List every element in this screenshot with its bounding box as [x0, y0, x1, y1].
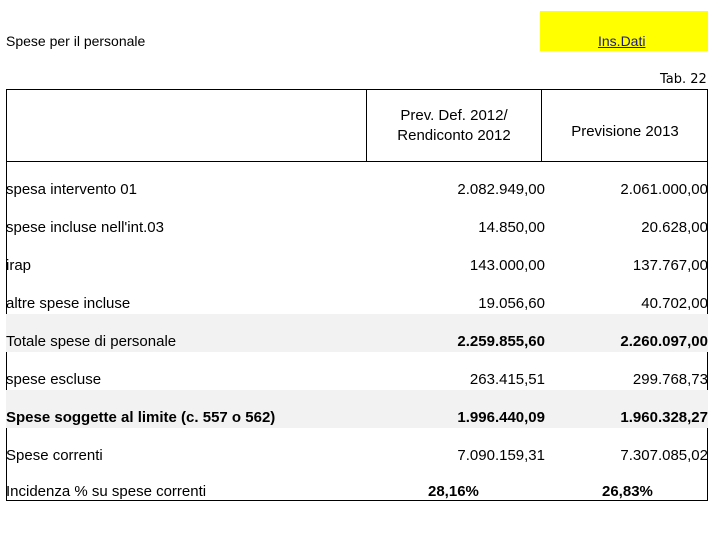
value-2013: 2.061.000,00	[620, 181, 708, 198]
value-2013: 40.702,00	[641, 295, 708, 312]
ins-dati-cell	[540, 11, 708, 51]
table-row-limit	[6, 390, 708, 428]
value-2012: 2.259.855,60	[457, 333, 545, 350]
value-2012: 143.000,00	[469, 257, 545, 274]
table-row	[6, 352, 708, 390]
value-2013: 2.260.097,00	[620, 333, 708, 350]
value-2013: 137.767,00	[632, 257, 708, 274]
value-2012: 263.415,51	[469, 371, 545, 388]
percent-2012: 28,16%	[428, 483, 479, 500]
value-2012: 14.850,00	[478, 219, 545, 236]
table-row-incidence	[6, 464, 708, 502]
table-row	[6, 276, 708, 314]
table-row	[6, 200, 708, 238]
value-2012: 7.090.159,31	[457, 447, 545, 464]
row-label: Totale spese di personale	[6, 333, 177, 350]
table-header	[6, 89, 708, 161]
row-label: Spese correnti	[6, 447, 103, 464]
row-label: Incidenza % su spese correnti	[6, 483, 207, 500]
row-label: Spese soggette al limite (c. 557 o 562)	[6, 409, 276, 426]
row-label: spesa intervento 01	[6, 181, 137, 198]
value-2013: 299.768,73	[632, 371, 708, 388]
value-2013: 20.628,00	[641, 219, 708, 236]
row-label: spese escluse	[6, 371, 102, 388]
row-label: spese incluse nell'int.03	[6, 219, 164, 236]
column-header-2013: Previsione 2013	[571, 123, 679, 140]
value-2012: 2.082.949,00	[457, 181, 545, 198]
row-label: irap	[6, 257, 32, 274]
table-row	[6, 162, 708, 200]
ins-dati-link[interactable]: Ins.Dati	[598, 33, 646, 49]
table-row	[6, 428, 708, 466]
value-2012: 1.996.440,09	[457, 409, 545, 426]
percent-2013: 26,83%	[602, 483, 653, 500]
table-number: Tab. 22	[660, 72, 707, 87]
page-title: Spese per il personale	[6, 33, 146, 49]
column-header-2012: Prev. Def. 2012/ Rendiconto 2012	[397, 107, 511, 144]
table-row-total	[6, 314, 708, 352]
row-label: altre spese incluse	[6, 295, 131, 312]
value-2013: 1.960.328,27	[620, 409, 708, 426]
table-row	[6, 238, 708, 276]
value-2013: 7.307.085,02	[620, 447, 708, 464]
value-2012: 19.056,60	[478, 295, 545, 312]
